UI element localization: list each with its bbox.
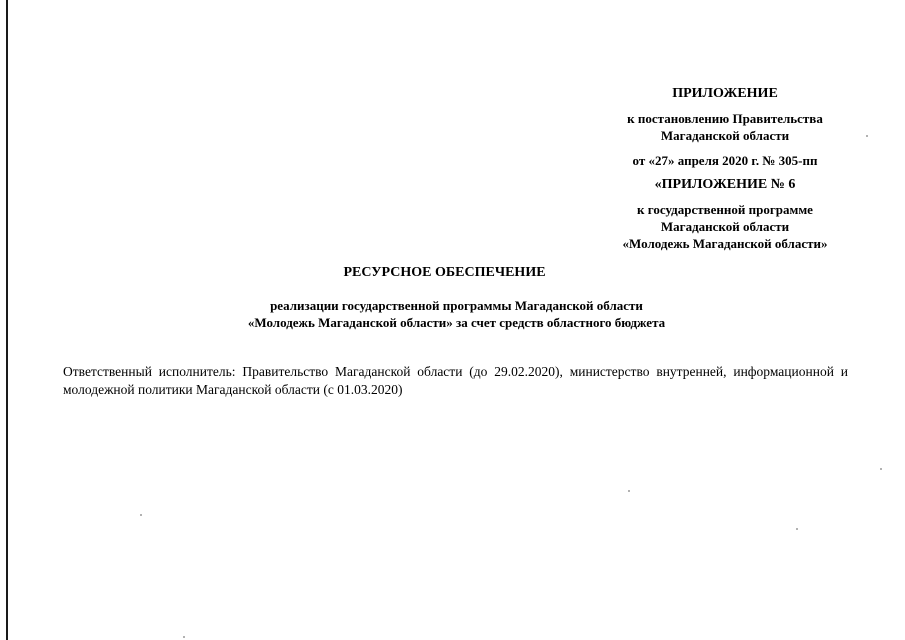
scan-speck [796,528,798,530]
annex-date-number: от «27» апреля 2020 г. № 305-пп [632,153,818,168]
scan-speck [140,514,142,516]
document-subheading [4,297,905,331]
scan-speck [628,490,630,492]
annex6-line: Магаданской области [660,219,790,234]
scan-speck [866,135,868,137]
annex-line: Магаданской области [660,128,790,143]
annex-line: к постановлению Правительства [627,111,823,126]
scan-speck [880,468,882,470]
annex6-block [590,176,860,252]
subheading-line: реализации государственной программы Магаданской области [270,298,643,313]
annex-block [590,85,860,169]
document-heading: РЕСУРСНОЕ ОБЕСПЕЧЕНИЕ [343,265,546,280]
annex-title: ПРИЛОЖЕНИЕ [672,86,778,101]
scan-speck [183,636,185,638]
annex6-line: «Молодежь Магаданской области» [622,236,828,251]
subheading-line: «Молодежь Магаданской области» за счет средств областного бюджета [247,315,666,330]
annex6-line: к государственной программе [637,202,813,217]
responsible-executor-text: Ответственный исполнитель: Правительство Магаданской области (до 29.02.2020), министерство внутренней, информационной и молодежной политики Магаданской области (с 01.03.2020) [63,364,848,397]
annex6-title: «ПРИЛОЖЕНИЕ № 6 [654,177,796,192]
